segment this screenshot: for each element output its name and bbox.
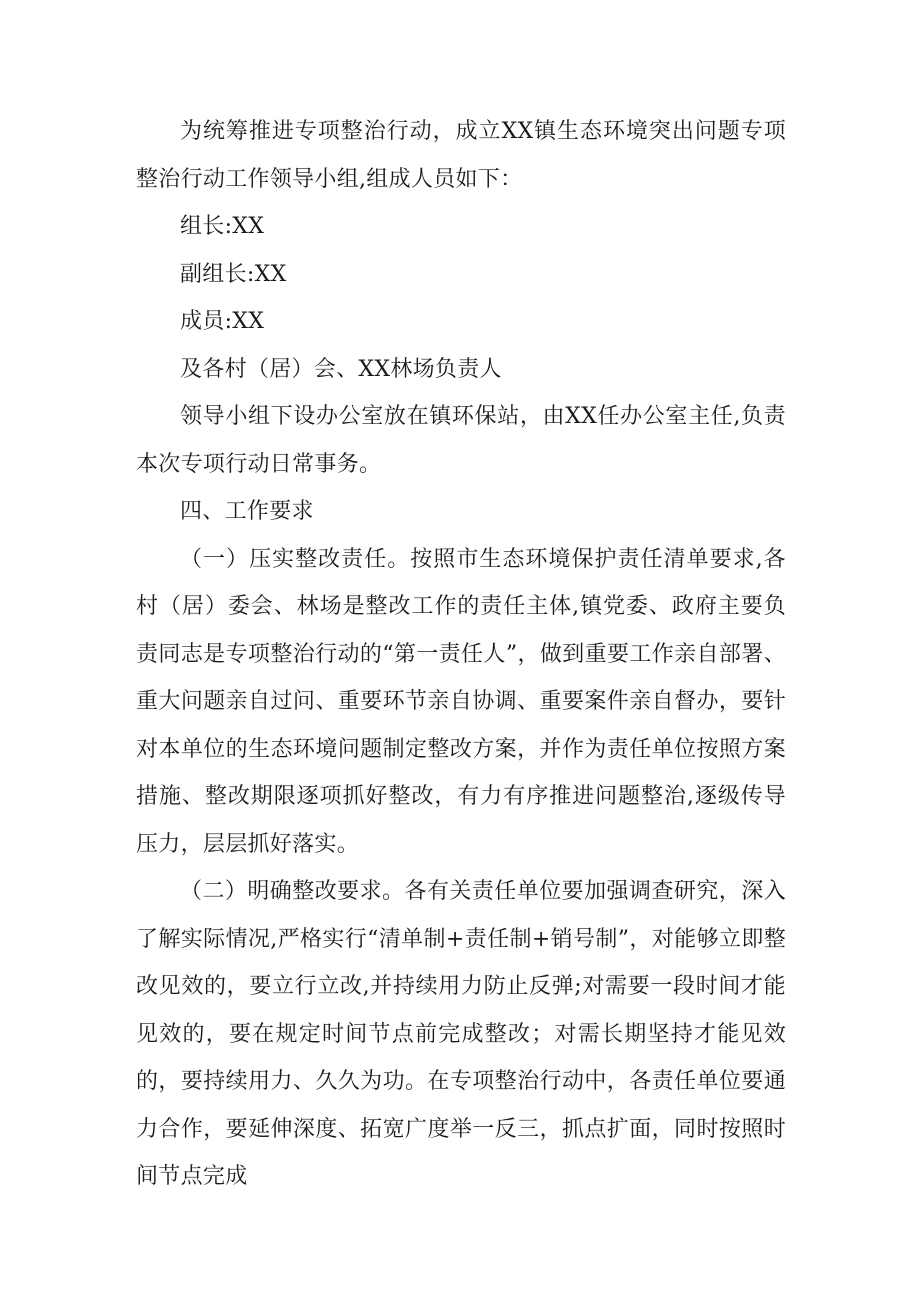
- section-heading-work-requirements: 四、工作要求: [180, 499, 314, 524]
- paragraph-office: 领导小组下设办公室放在镇环保站，由XX任办公室主任,负责本次专项行动日常事务。: [136, 404, 786, 477]
- paragraph-leader: 组长:XX: [180, 214, 265, 239]
- paragraph-members: 成员:XX: [180, 309, 265, 334]
- paragraph-requirement-one: （一）压实整改责任。按照市生态环境保护责任清单要求,各村（居）委会、林场是整改工作的责任主体,镇党委、政府主要负责同志是专项整治行动的“第一责任人”，做到重要工作亲自部署、重大问题亲自过问、重要环节亲自协调、重要案件亲自督办，要针对本单位的生态环境问题制定整改方案，并作为责任单位按照方案措施、整改期限逐项抓好整改，有力有序推进问题整治,逐级传导压力，层层抓好落实。: [136, 546, 786, 857]
- paragraph-deputy-leader: 副组长:XX: [180, 261, 287, 287]
- document-body: [136, 108, 786, 1201]
- paragraph-intro: 为统筹推进专项整治行动，成立XX镇生态环境突出问题专项整治行动工作领导小组,组成人员如下：: [136, 119, 786, 192]
- paragraph-requirement-two: （二）明确整改要求。各有关责任单位要加强调查研究，深入了解实际情况,严格实行“清单制+责任制+销号制”，对能够立即整改见效的，要立行立改,并持续用力防止反弹;对需要一段时间才能见效的，要在规定时间节点前完成整改；对需长期坚持才能见效的，要持续用力、久久为功。在专项整治行动中，各责任单位要通力合作，要延伸深度、拓宽广度举一反三，抓点扩面，同时按照时间节点完成: [136, 879, 786, 1189]
- paragraph-village-heads: 及各村（居）会、XX林场负责人: [180, 356, 502, 382]
